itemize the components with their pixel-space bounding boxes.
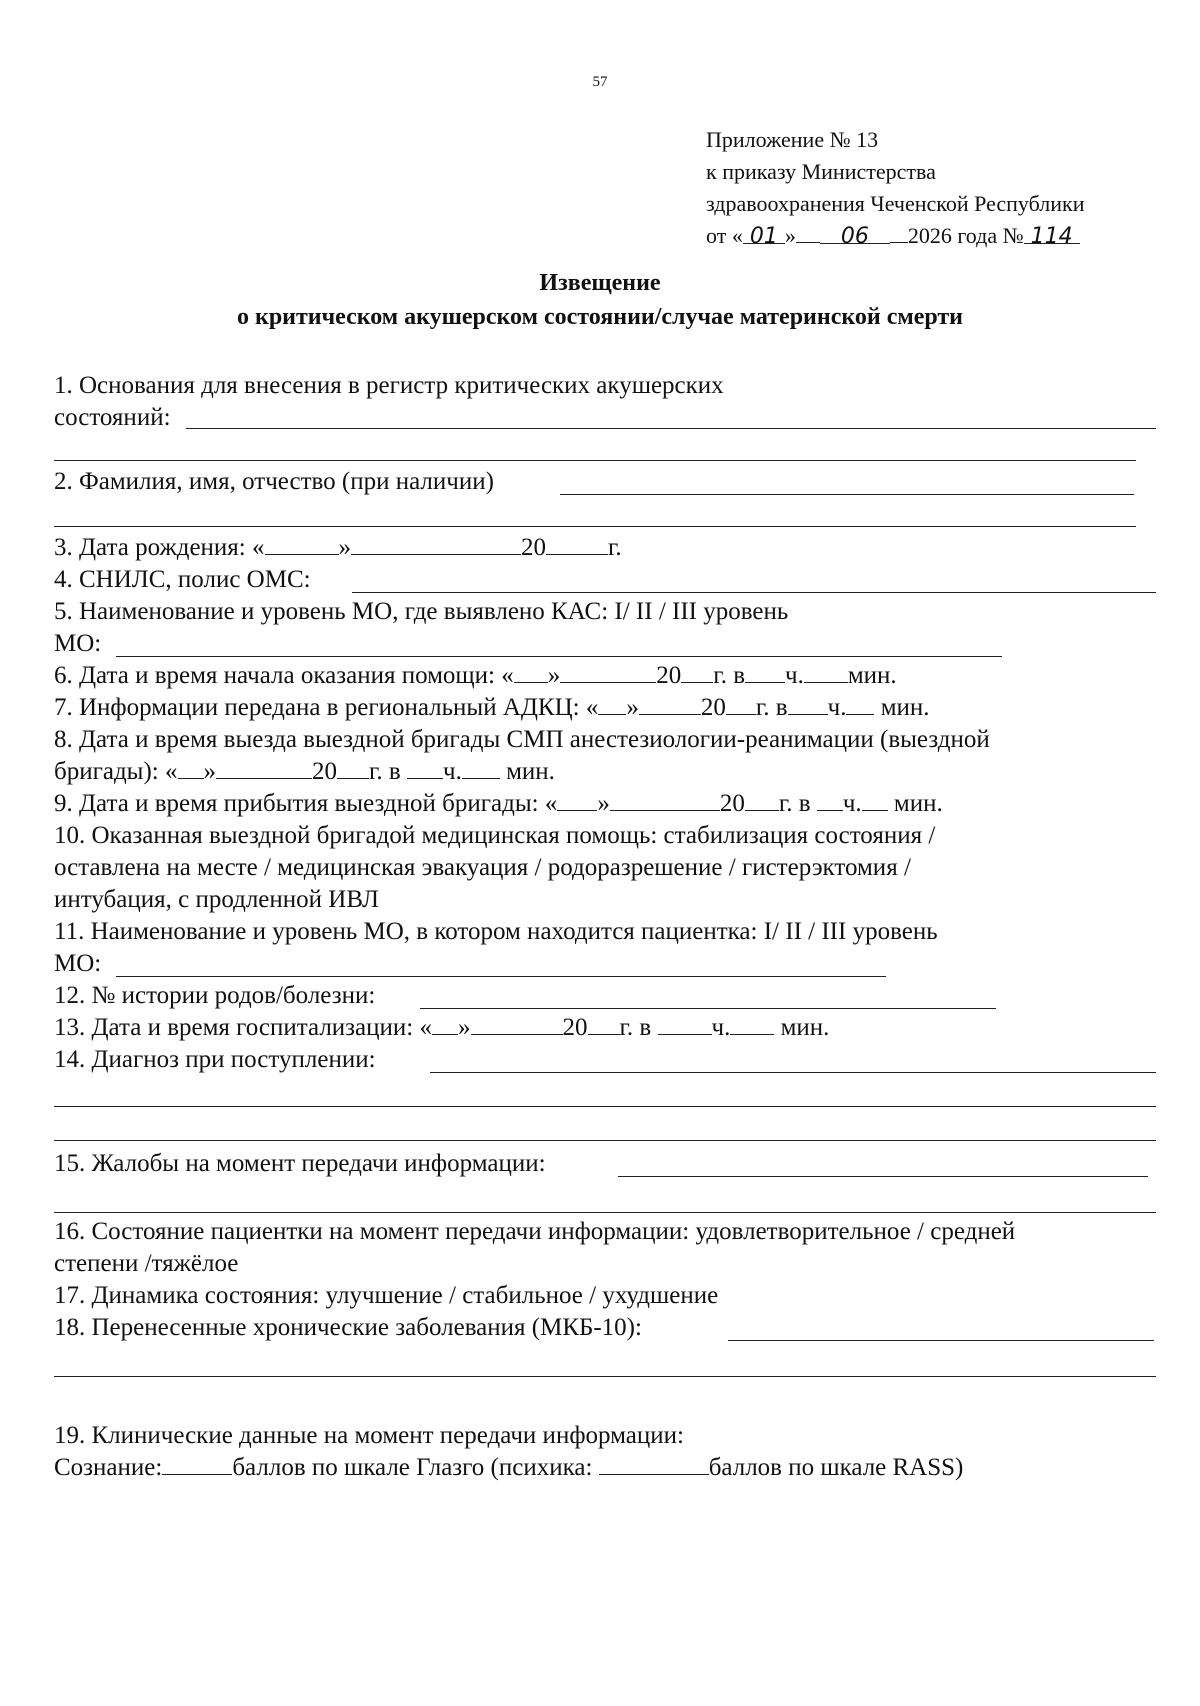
item-1-line-2: состояний: — [54, 404, 171, 431]
item-3: 3. Дата рождения: « » 20 г. — [54, 534, 622, 561]
document-title: Извещение — [539, 270, 661, 296]
item-12-blank[interactable] — [420, 1008, 996, 1009]
item-2: 2. Фамилия, имя, отчество (при наличии) — [54, 468, 494, 495]
item-15: 15. Жалобы на момент передачи информации: — [54, 1150, 546, 1177]
appendix-order-ref: к приказу Министерства — [706, 159, 936, 184]
item-10-line-1: 10. Оказанная выездной бригадой медицинская помощь: стабилизация состояния / — [54, 822, 936, 849]
appendix-number: Приложение № 13 — [706, 127, 879, 152]
item-11-blank[interactable] — [116, 976, 886, 977]
item-18-blank[interactable] — [728, 1340, 1154, 1341]
document-subtitle: о критическом акушерском состоянии/случае материнской смерти — [236, 304, 964, 330]
item-17: 17. Динамика состояния: улучшение / стабильное / ухудшение — [54, 1282, 719, 1309]
item-13: 13. Дата и время госпитализации: « » 20 г. в ч. мин. — [54, 1014, 830, 1041]
rass-score-blank[interactable] — [599, 1452, 709, 1475]
item-6: 6. Дата и время начала оказания помощи: « » 20 г. в ч. мин. — [54, 662, 897, 689]
item-10-line-2: оставлена на месте / медицинская эвакуация / родоразрешение / гистерэктомия / — [54, 854, 911, 881]
item-1-line-1: 1. Основания для внесения в регистр критических акушерских — [54, 372, 724, 399]
appendix-ministry: здравоохранения Чеченской Республики — [706, 191, 1085, 216]
appendix-date-line: от « 01 » 06 2026 года № 114 — [706, 220, 1080, 252]
item-15-blank-2[interactable] — [54, 1212, 1156, 1213]
item-11-line-2: МО: — [54, 950, 102, 977]
item-19-line-1: 19. Клинические данные на момент передачи информации: — [54, 1422, 684, 1449]
birth-year-blank[interactable] — [546, 532, 608, 555]
birth-day-blank[interactable] — [265, 532, 339, 555]
item-15-blank[interactable] — [618, 1176, 1148, 1177]
item-5-line-1: 5. Наименование и уровень МО, где выявлено КАС: I/ II / III уровень — [54, 598, 789, 625]
handwritten-month: 06 — [820, 221, 890, 244]
item-8-line-1: 8. Дата и время выезда выездной бригады СМП анестезиологии-реанимации (выездной — [54, 726, 990, 753]
item-1-blank-2[interactable] — [54, 460, 1136, 461]
item-9: 9. Дата и время прибытия выездной бригады: « » 20 г. в ч. мин. — [54, 790, 943, 817]
handwritten-order-number: 114 — [1024, 221, 1080, 244]
item-16-line-1: 16. Состояние пациентки на момент передачи информации: удовлетворительное / средней — [54, 1218, 1016, 1245]
item-5-line-2: МО: — [54, 630, 102, 657]
item-2-blank[interactable] — [560, 494, 1134, 495]
item-12: 12. № истории родов/болезни: — [54, 982, 376, 1009]
item-4-blank[interactable] — [352, 592, 1156, 593]
glasgow-score-blank[interactable] — [162, 1452, 232, 1475]
item-14-blank[interactable] — [430, 1072, 1156, 1073]
item-18: 18. Перенесенные хронические заболевания (МКБ-10): — [54, 1314, 642, 1341]
handwritten-day: 01 — [743, 221, 785, 244]
item-5-blank[interactable] — [116, 656, 1002, 657]
birth-month-blank[interactable] — [351, 532, 521, 555]
item-14-blank-2[interactable] — [54, 1106, 1156, 1107]
item-7: 7. Информации передана в региональный АДКЦ: « » 20 г. в ч. мин. — [54, 694, 930, 721]
item-19-line-2: Сознание: баллов по шкале Глазго (психика: баллов по шкале RASS) — [54, 1454, 964, 1481]
item-14-blank-3[interactable] — [54, 1140, 1156, 1141]
item-1-blank[interactable] — [186, 428, 1156, 429]
item-11-line-1: 11. Наименование и уровень МО, в котором находится пациентка: I/ II / III уровень — [54, 918, 938, 945]
item-8-line-2: бригады): « » 20 г. в ч. мин. — [54, 758, 555, 785]
item-14: 14. Диагноз при поступлении: — [54, 1046, 376, 1073]
item-18-blank-2[interactable] — [54, 1376, 1156, 1377]
item-2-blank-2[interactable] — [54, 526, 1136, 527]
item-4: 4. СНИЛС, полис ОМС: — [54, 566, 311, 593]
item-16-line-2: степени /тяжёлое — [54, 1250, 239, 1277]
page-number: 57 — [592, 74, 608, 90]
item-10-line-3: интубация, с продленной ИВЛ — [54, 886, 380, 913]
